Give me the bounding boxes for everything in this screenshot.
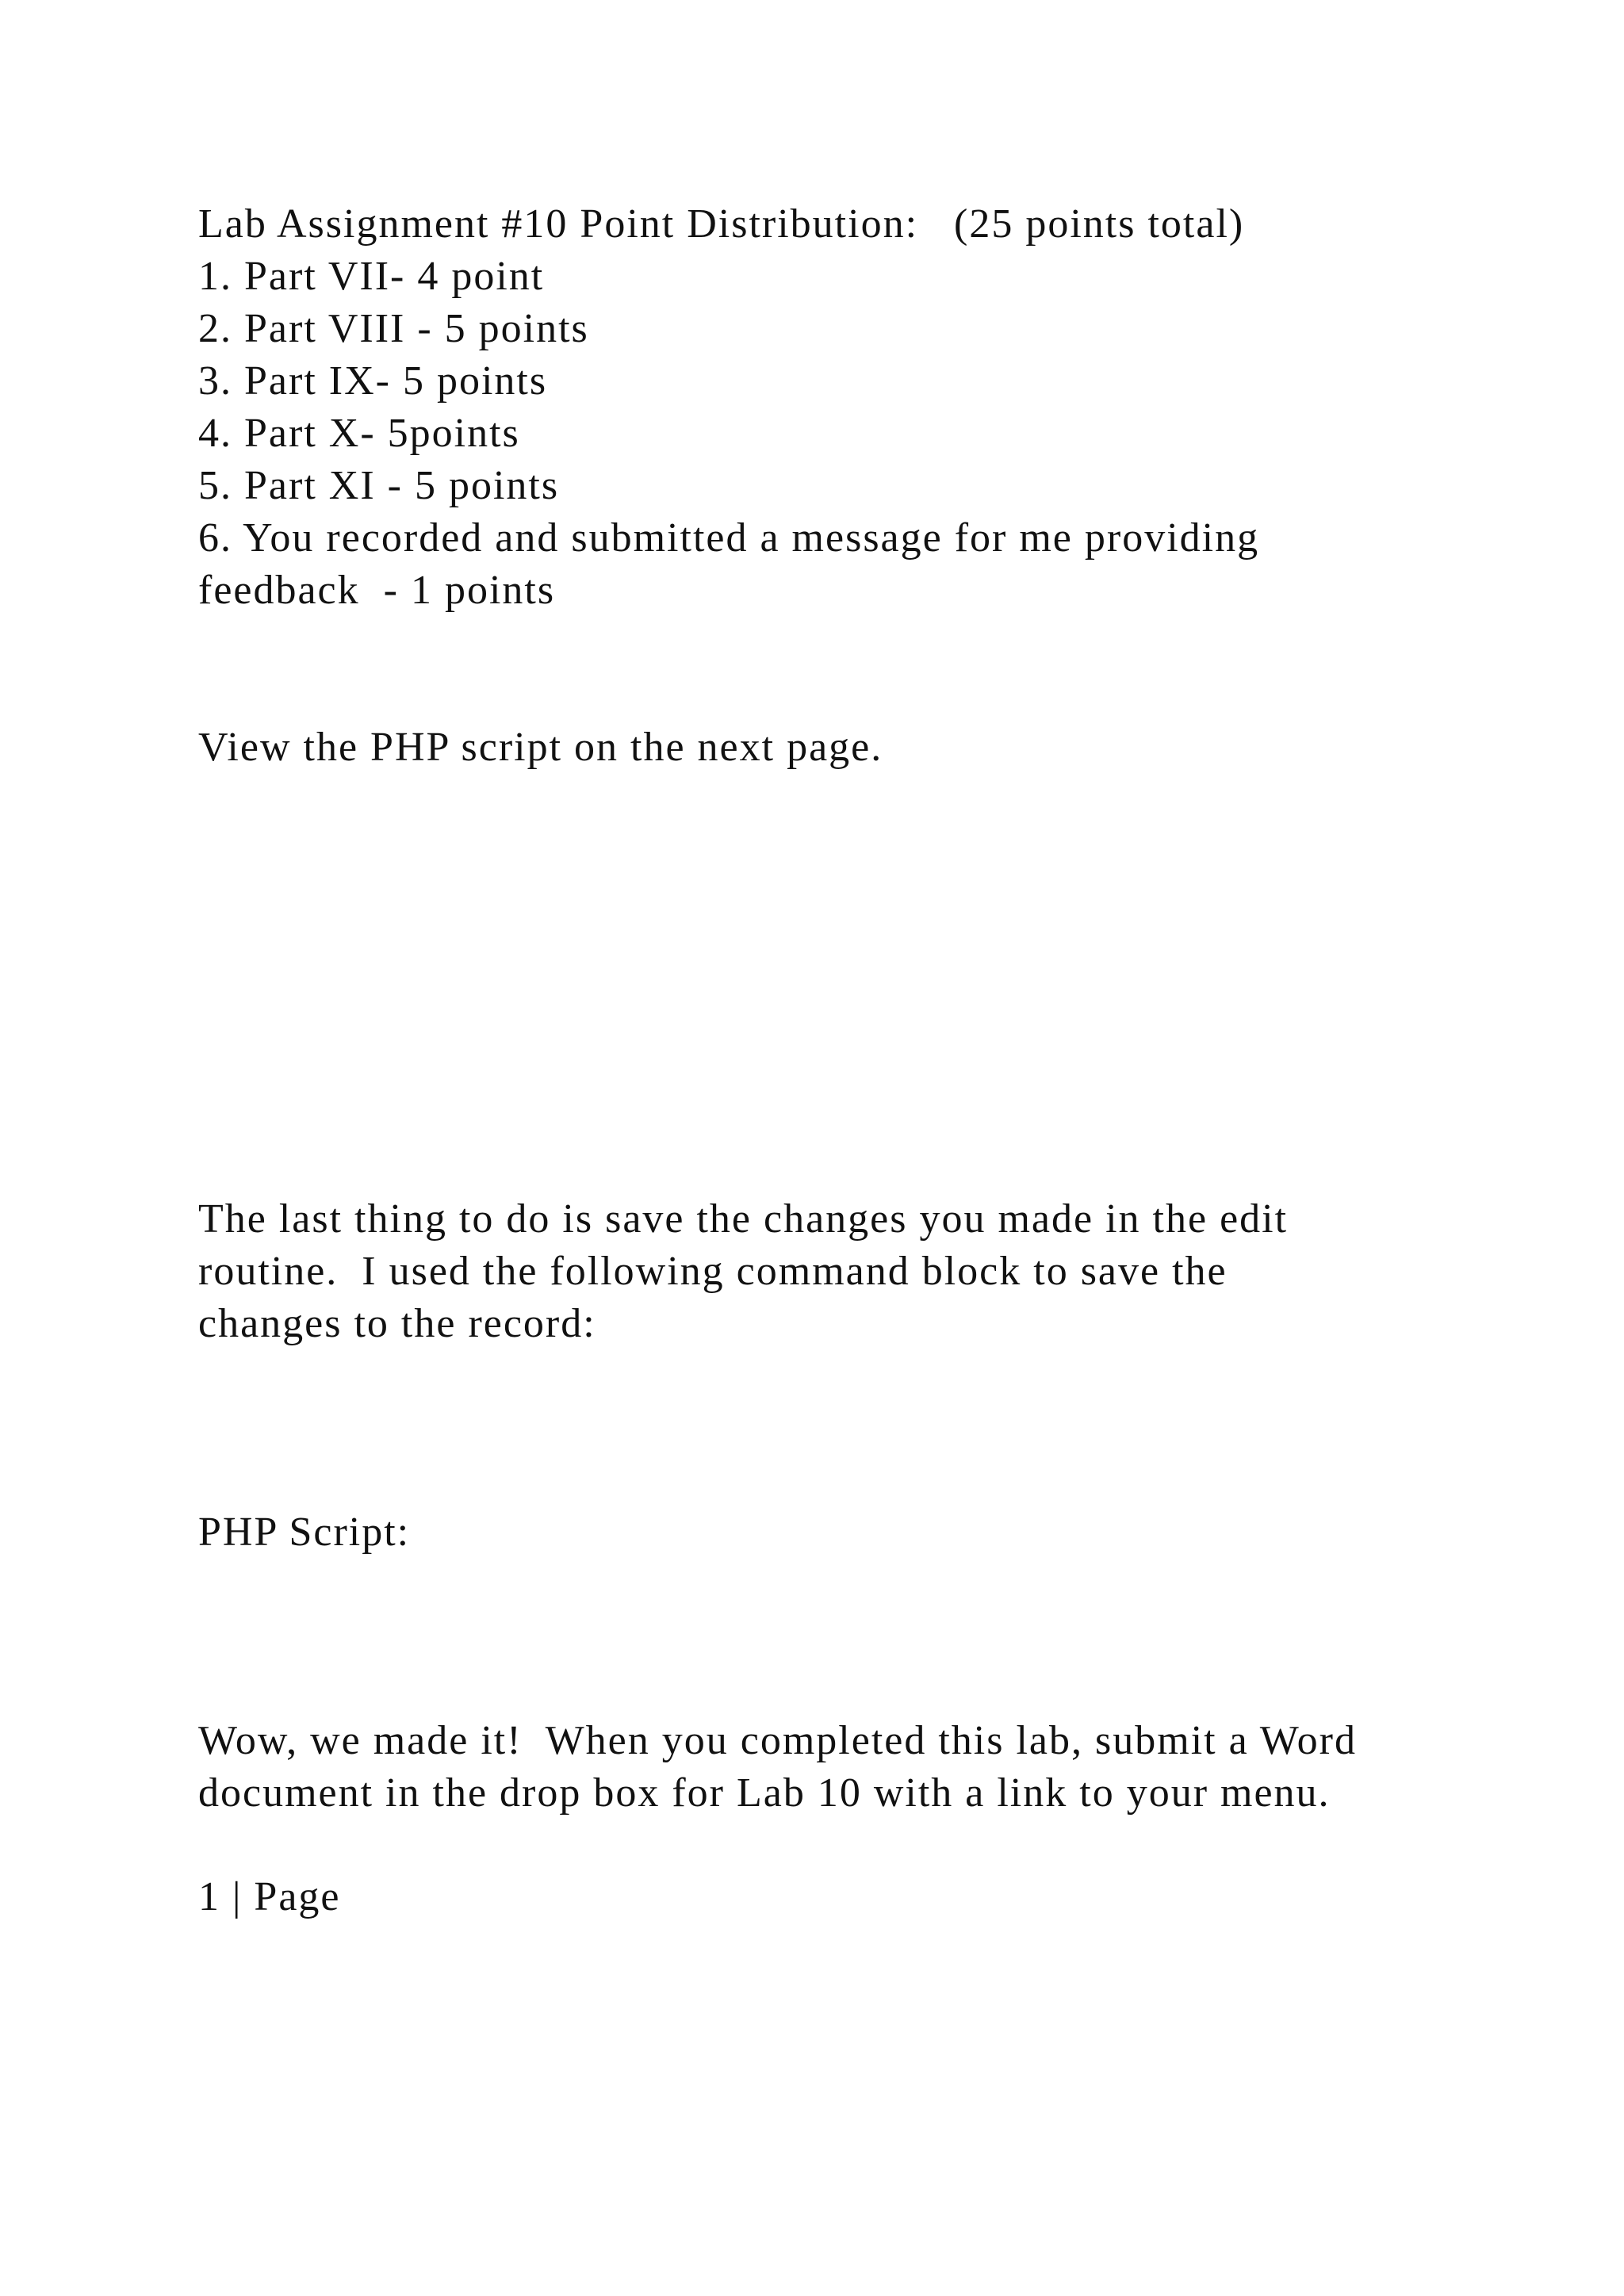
view-script-note: View the PHP script on the next page. bbox=[198, 725, 883, 770]
list-item: 5. Part XI - 5 points bbox=[198, 463, 560, 508]
paragraph-line: routine. I used the following command block to save the bbox=[198, 1249, 1228, 1294]
list-item: 2. Part VIII - 5 points bbox=[198, 306, 589, 351]
list-item: 3. Part IX- 5 points bbox=[198, 358, 548, 404]
paragraph-line: changes to the record: bbox=[198, 1301, 596, 1346]
list-item: 6. You recorded and submitted a message for me providing bbox=[198, 515, 1260, 561]
list-item: 4. Part X- 5points bbox=[198, 411, 520, 456]
assignment-heading: Lab Assignment #10 Point Distribution: (25 points total) bbox=[198, 201, 1245, 247]
php-script-label: PHP Script: bbox=[198, 1510, 411, 1555]
list-item: 1. Part VII- 4 point bbox=[198, 254, 545, 299]
paragraph-line: The last thing to do is save the changes you made in the edit bbox=[198, 1196, 1289, 1242]
list-item-continuation: feedback - 1 points bbox=[198, 568, 556, 613]
page-number-footer: 1 | Page bbox=[198, 1874, 341, 1919]
paragraph-line: document in the drop box for Lab 10 with a link to your menu. bbox=[198, 1770, 1331, 1816]
paragraph-line: Wow, we made it! When you completed this lab, submit a Word bbox=[198, 1718, 1357, 1763]
